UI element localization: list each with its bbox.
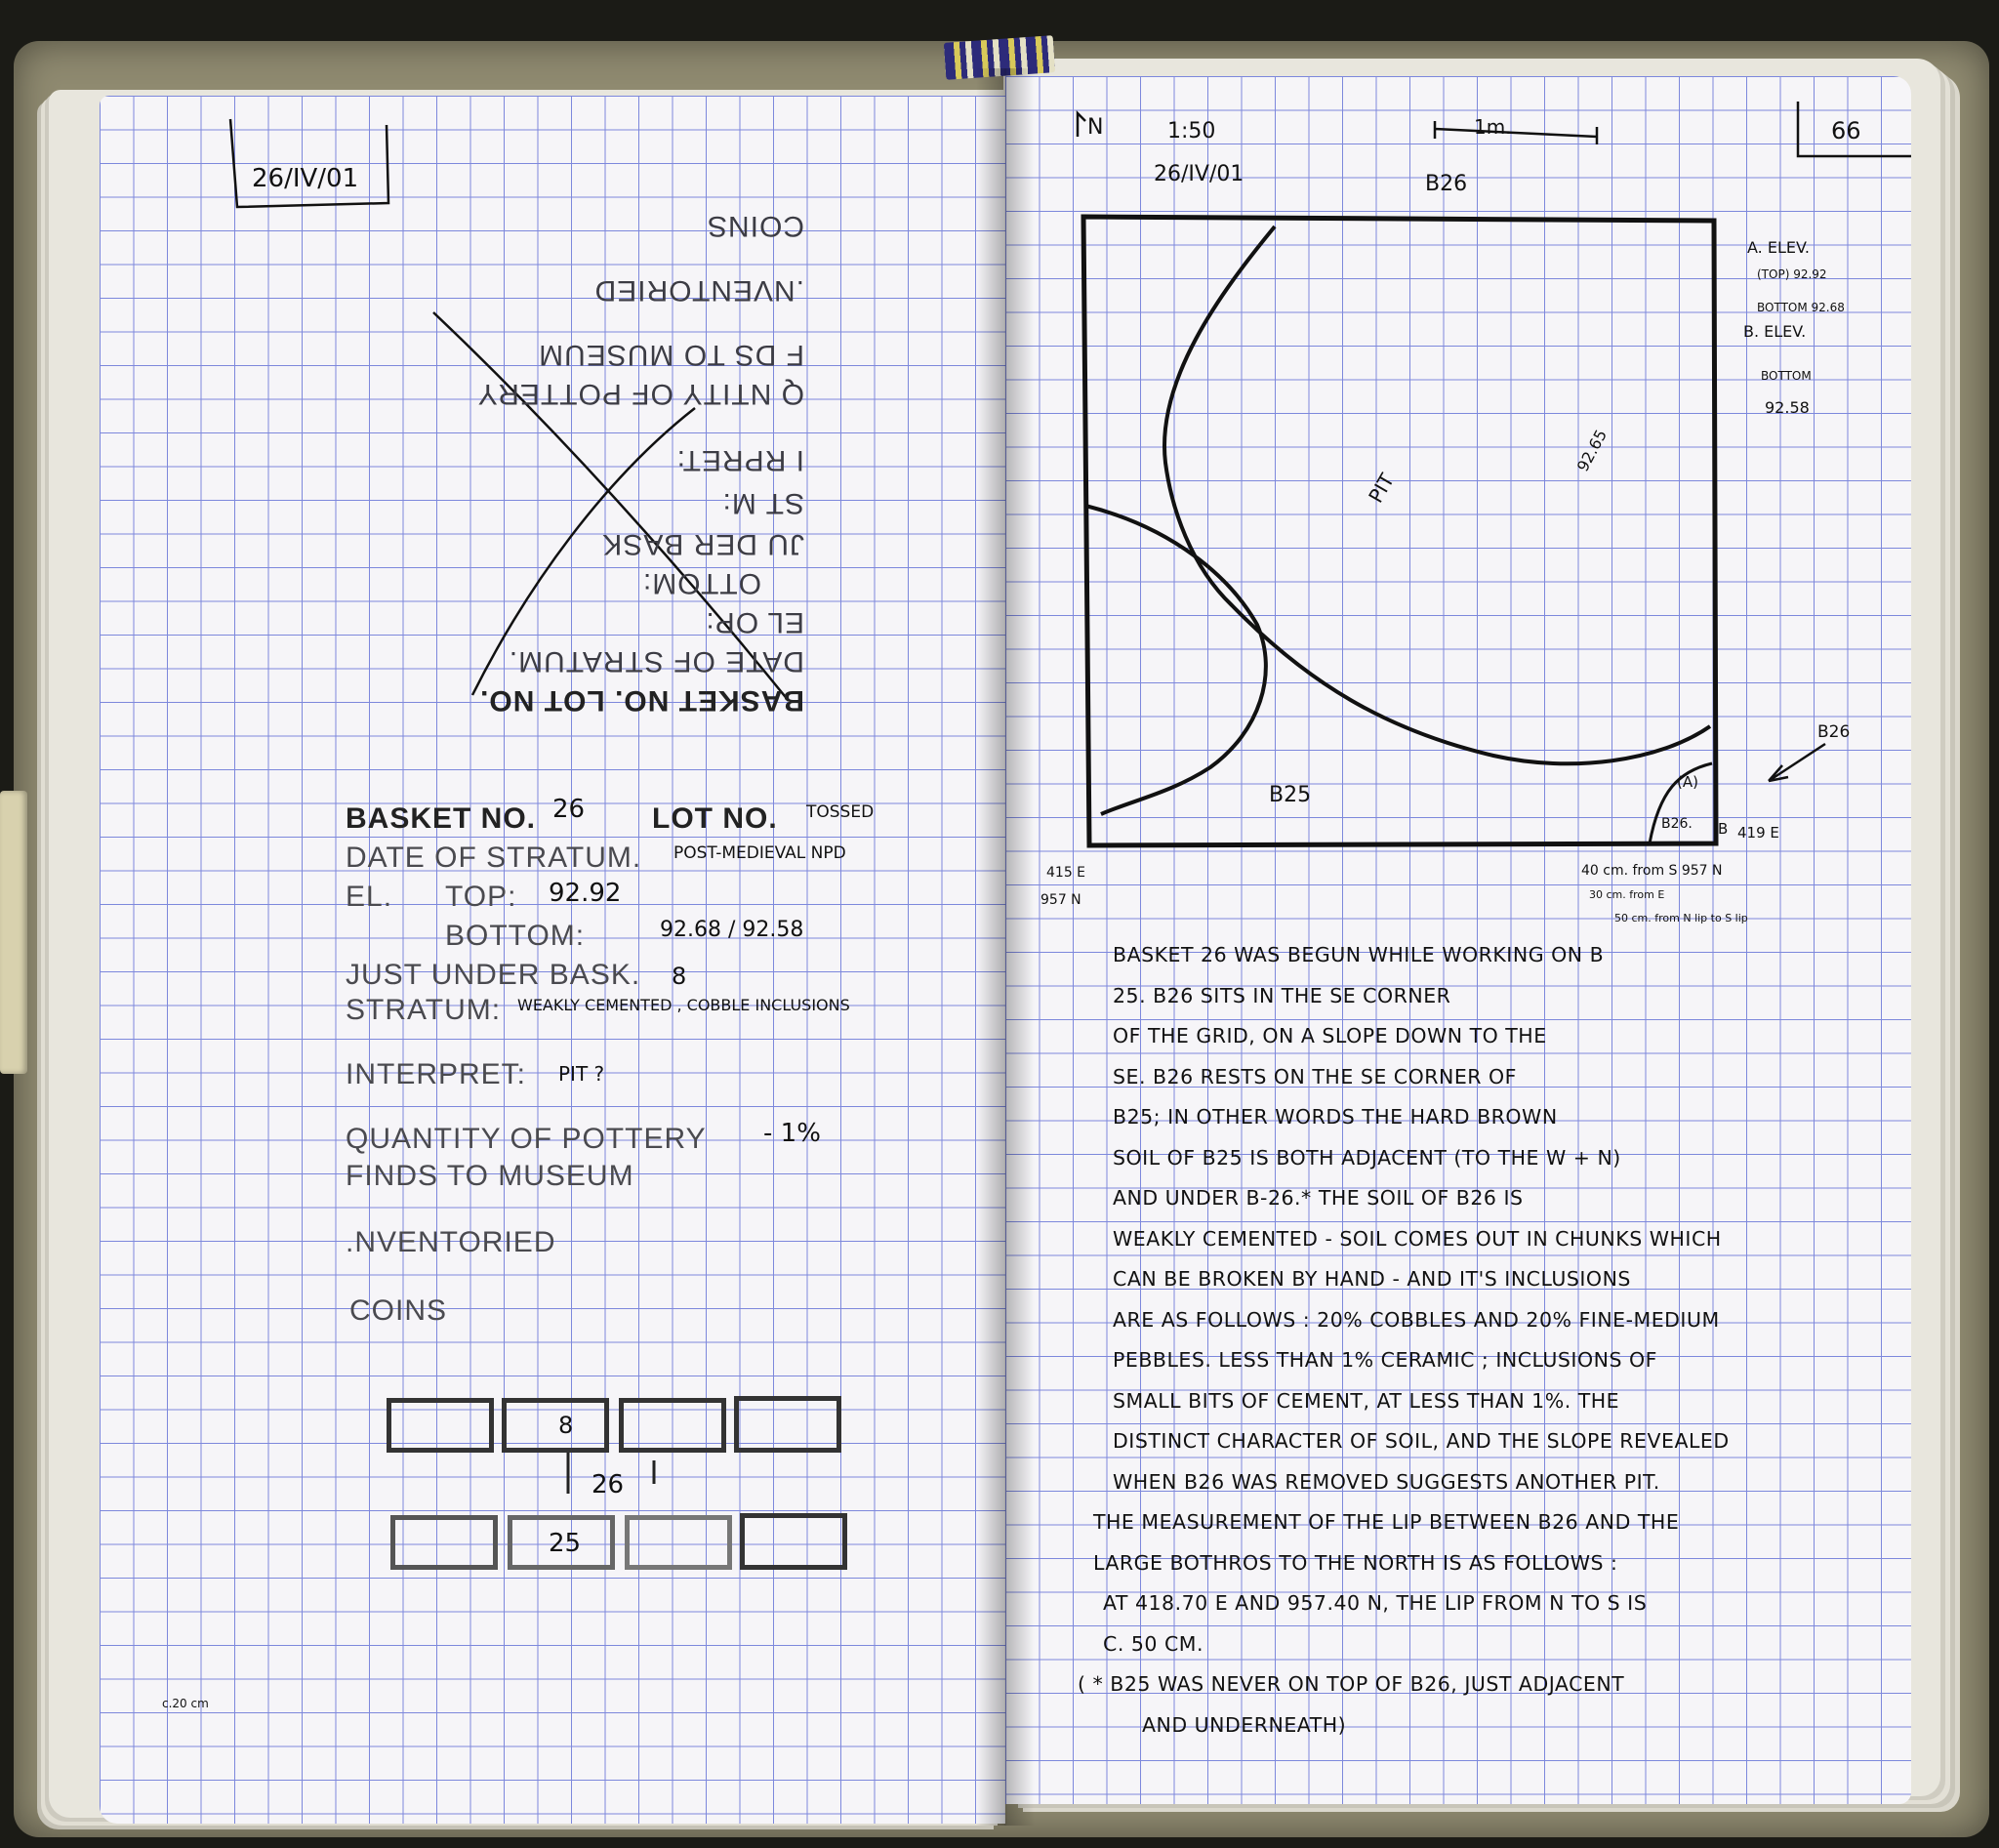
note-line: OF THE GRID, ON A SLOPE DOWN TO THE: [1113, 1024, 1547, 1047]
north-label: N: [1087, 115, 1104, 140]
lot-no-label: LOT NO.: [652, 802, 778, 835]
note-line: B25; IN OTHER WORDS THE HARD BROWN: [1113, 1105, 1558, 1129]
inverted-stamp-line: EL OP:: [705, 606, 804, 638]
note-line: AND UNDERNEATH): [1142, 1712, 1347, 1737]
pit-label: PIT: [1364, 469, 1400, 508]
lot-no-value: TOSSED: [806, 802, 875, 822]
inverted-stamp-line: I RPRET:: [675, 444, 804, 476]
measure-note: 30 cm. from E: [1589, 888, 1665, 901]
b25-label: B25: [1269, 783, 1312, 807]
left-date: 26/IV/01: [252, 164, 359, 193]
b26-corner-label: B26.: [1661, 816, 1693, 832]
elevation-line: B. ELEV.: [1743, 322, 1807, 341]
note-line: ARE AS FOLLOWS : 20% COBBLES AND 20% FINE-MEDIUM: [1113, 1307, 1720, 1332]
note-line: 25. B26 SITS IN THE SE CORNER: [1113, 983, 1451, 1007]
elevation-line: A. ELEV.: [1747, 238, 1810, 257]
stratum-value: WEAKLY CEMENTED , COBBLE INCLUSIONS: [517, 996, 850, 1014]
note-line: SOIL OF B25 IS BOTH ADJACENT (TO THE W + N): [1113, 1145, 1621, 1170]
inverted-stamp-line: BASKET NO. LOT NO.: [479, 684, 804, 717]
inverted-stamp-line: COINS: [706, 210, 804, 242]
date-of-stratum-value: POST-MEDIEVAL NPD: [673, 843, 846, 863]
inverted-stamp-line: ST M:: [721, 487, 804, 519]
inverted-stamp-line: Q NTITY OF POTTERY: [476, 378, 804, 410]
note-line: DISTINCT CHARACTER OF SOIL, AND THE SLOPE REVEALED: [1113, 1429, 1730, 1453]
scale-label: 1:50: [1167, 119, 1216, 144]
elevation-line: BOTTOM: [1761, 369, 1812, 383]
just-under-value: 8: [672, 963, 687, 990]
point-b-label: B: [1718, 820, 1729, 838]
top-label: TOP:: [445, 881, 517, 913]
plan-date: 26/IV/01: [1154, 162, 1244, 186]
bottom-label: BOTTOM:: [445, 920, 586, 952]
basket-no-label: BASKET NO.: [346, 802, 537, 835]
excavation-notes: [1078, 935, 1894, 1745]
inverted-stamp-line: JU DER BASK: [601, 528, 804, 560]
basket-diagram-top-value: 8: [558, 1412, 574, 1439]
just-under-label: JUST UNDER BASK.: [346, 959, 641, 991]
interpret-label: INTERPRET:: [346, 1058, 527, 1090]
stratum-label: STRATUM:: [346, 994, 502, 1026]
note-line: BASKET 26 WAS BEGUN WHILE WORKING ON B: [1113, 943, 1605, 966]
scale-bar-label: 1m.: [1474, 115, 1512, 139]
page-number: 66: [1831, 117, 1861, 144]
note-line: CAN BE BROKEN BY HAND - AND IT'S INCLUSIONS: [1113, 1267, 1631, 1291]
note-line: ( * B25 WAS NEVER ON TOP OF B26, JUST ADJACENT: [1078, 1672, 1625, 1696]
sw-coord-n: 957 N: [1040, 892, 1081, 908]
measure-note: 50 cm. from N lip to S lip: [1614, 912, 1748, 924]
note-line: AT 418.70 E AND 957.40 N, THE LIP FROM N TO S IS: [1103, 1591, 1648, 1615]
pit-elevation: 92.65: [1572, 426, 1611, 475]
note-line: C. 50 CM.: [1103, 1631, 1203, 1656]
bottom-value: 92.68 / 92.58: [660, 918, 804, 942]
measure-note: 40 cm. from S 957 N: [1581, 863, 1723, 879]
grid-label: B26: [1425, 172, 1468, 196]
basket-no-value: 26: [552, 795, 586, 824]
note-line: AND UNDER B-26.* THE SOIL OF B26 IS: [1113, 1186, 1524, 1210]
note-line: WEAKLY CEMENTED - SOIL COMES OUT IN CHUNKS WHICH: [1113, 1226, 1722, 1251]
point-a-label: (A): [1677, 773, 1698, 791]
note-line: LARGE BOTHROS TO THE NORTH IS AS FOLLOWS :: [1093, 1550, 1618, 1575]
inverted-stamp-line: OTTOM:: [641, 567, 761, 599]
elevation-line: (TOP) 92.92: [1757, 267, 1827, 281]
note-line: SMALL BITS OF CEMENT, AT LESS THAN 1%. THE: [1113, 1388, 1620, 1413]
inverted-stamp-line: F DS TO MUSEUM: [538, 339, 804, 371]
b26-arrow-label: B26: [1817, 722, 1851, 742]
pottery-value: - 1%: [763, 1119, 821, 1148]
elevation-line: BOTTOM 92.68: [1757, 301, 1845, 314]
basket-diagram-bottom-value: 25: [549, 1529, 582, 1558]
top-value: 92.92: [549, 879, 622, 908]
interpret-value: PIT ?: [558, 1062, 605, 1086]
el-label: EL.: [346, 881, 393, 913]
note-line: SE. B26 RESTS ON THE SE CORNER OF: [1113, 1064, 1517, 1088]
sw-coord-e: 415 E: [1046, 865, 1086, 881]
inverted-stamp-line: .NVENTORIED: [593, 274, 804, 307]
se-coord-label: 419 E: [1737, 824, 1779, 842]
corner-note: c.20 cm: [162, 1697, 209, 1710]
inventoried-label: .NVENTORIED: [346, 1226, 556, 1258]
elevation-line: 92.58: [1765, 398, 1810, 417]
date-of-stratum-label: DATE OF STRATUM.: [346, 842, 642, 874]
pottery-label: QUANTITY OF POTTERY: [346, 1123, 707, 1155]
inverted-stamp-line: DATE OF STRATUM.: [508, 645, 804, 678]
coins-label: COINS: [349, 1294, 448, 1327]
finds-label: FINDS TO MUSEUM: [346, 1160, 634, 1192]
note-line: WHEN B26 WAS REMOVED SUGGESTS ANOTHER PIT.: [1113, 1469, 1660, 1494]
note-line: THE MEASUREMENT OF THE LIP BETWEEN B26 AND THE: [1093, 1510, 1680, 1534]
basket-diagram-middle-value: 26: [592, 1470, 625, 1499]
note-line: PEBBLES. LESS THAN 1% CERAMIC ; INCLUSIONS OF: [1113, 1348, 1657, 1372]
